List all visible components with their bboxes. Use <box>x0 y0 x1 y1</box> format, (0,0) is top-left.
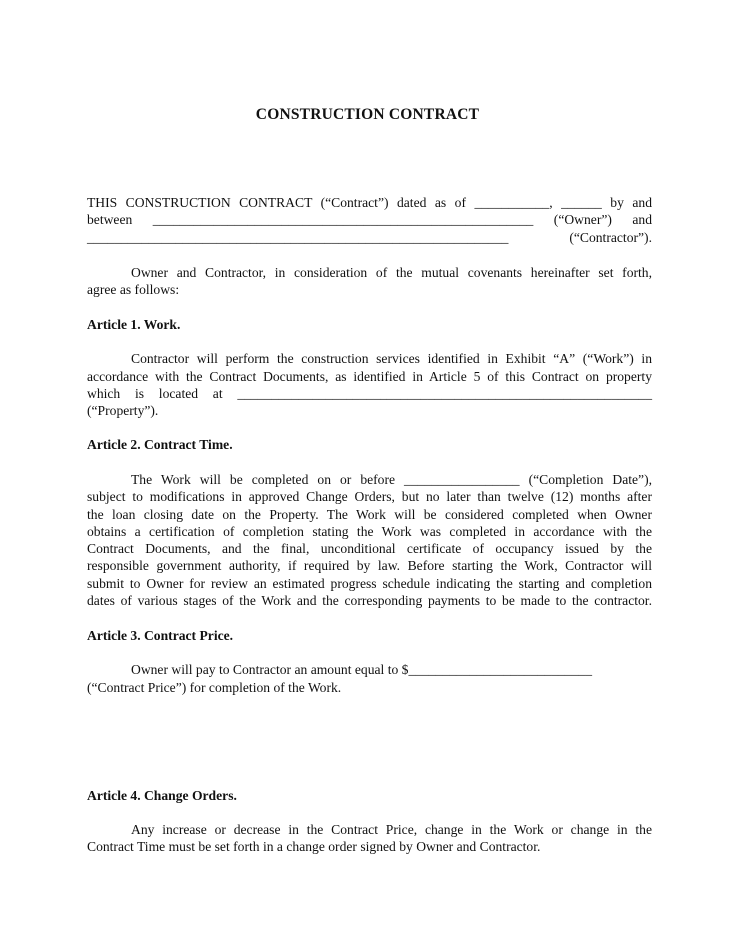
recital-line: agree as follows: <box>87 282 180 297</box>
article-line: Contract Documents, and the final, unconditional certificate of occupancy issued by the <box>87 541 652 556</box>
article-line: which is located at _____________________________________________________________ <box>87 386 652 401</box>
article-line: the loan closing date on the Property. The Work will be considered completed when Owner <box>87 507 652 522</box>
article-line: submit to Owner for review an estimated progress schedule indicating the starting and completion <box>87 576 652 591</box>
recital-line: Owner and Contractor, in consideration of the mutual covenants hereinafter set forth, <box>131 265 652 280</box>
article-line: Owner will pay to Contractor an amount equal to $___________________________ <box>131 662 592 677</box>
article-line: Contractor will perform the construction services identified in Exhibit “A” (“Work”) in <box>131 351 652 366</box>
article-heading: Article 1. Work. <box>87 317 181 332</box>
article-line: (“Property”). <box>87 403 159 418</box>
article-heading: Article 2. Contract Time. <box>87 437 233 452</box>
article-heading: Article 4. Change Orders. <box>87 788 237 803</box>
article-line: responsible government authority, if required by law. Before starting the Work, Contractor will <box>87 558 652 573</box>
intro-line: THIS CONSTRUCTION CONTRACT (“Contract”) dated as of ___________, ______ by and <box>87 195 652 210</box>
article-line: dates of various stages of the Work and the corresponding payments to be made to the contractor. <box>87 593 652 608</box>
article-line: subject to modifications in approved Change Orders, but no later than twelve (12) months after <box>87 489 652 504</box>
article-line: obtains a certification of completion stating the Work was completed in accordance with the <box>87 524 652 539</box>
article-line: Any increase or decrease in the Contract Price, change in the Work or change in the <box>131 822 652 837</box>
article-line: Contract Time must be set forth in a change order signed by Owner and Contractor. <box>87 839 541 854</box>
intro-line: between ________________________________________________________ (“Owner”) and <box>87 212 652 227</box>
article-heading: Article 3. Contract Price. <box>87 628 234 643</box>
article-line: The Work will be completed on or before _________________ (“Completion Date”), <box>131 472 652 487</box>
article-line: (“Contract Price”) for completion of the Work. <box>87 680 342 695</box>
document-title: CONSTRUCTION CONTRACT <box>255 106 480 123</box>
intro-line: ______________________________________________________________ (“Contractor”). <box>87 230 652 245</box>
article-line: accordance with the Contract Documents, as identified in Article 5 of this Contract on property <box>87 369 652 384</box>
